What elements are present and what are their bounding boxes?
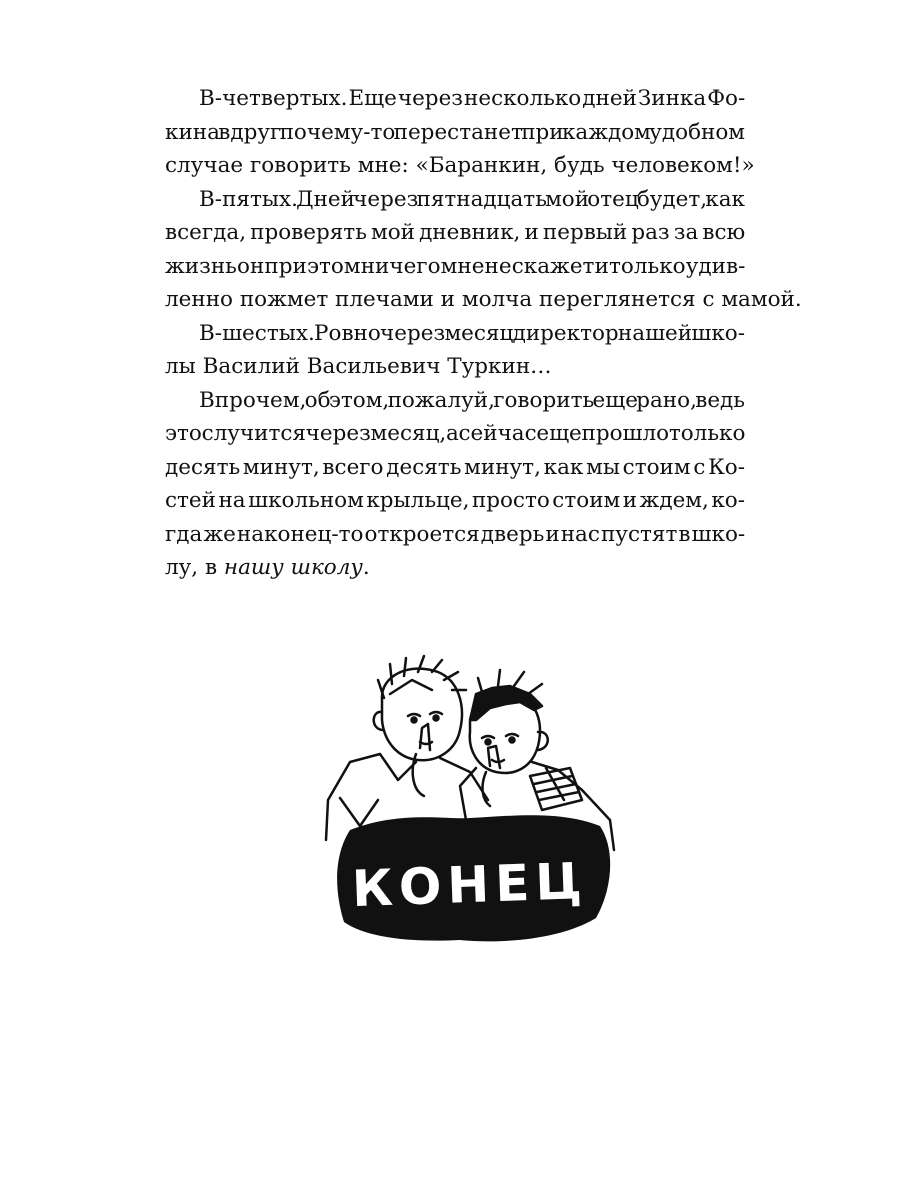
text-line-7: ленно пожмет плечами и молча переглянется с мамой. (165, 287, 802, 312)
text-line-9: лы Василий Васильевич Туркин… (165, 354, 552, 379)
text-line-1: В-четвертых. Еще через несколько дней Зинка Фо- (199, 86, 746, 111)
text-line-5: всегда, проверять мой дневник, и первый раз за всю (165, 220, 746, 245)
text-line-10: Впрочем, об этом, пожалуй, говорить еще рано, ведь (199, 387, 745, 413)
text-line-13: стей на школьном крыльце, просто стоим и ждем, ко- (165, 488, 745, 513)
end-label-layer (320, 650, 620, 960)
text-line-12: десять минут, всего десять минут, как мы стоим с Ко- (165, 454, 745, 480)
text-line-8: В-шестых. Ровно через месяц директор нашей шко- (199, 320, 745, 346)
text-line-3: случае говорить мне: «Баранкин, будь человеком!» (165, 153, 755, 178)
text-line-14: гда же наконец-то откроется дверь и нас пустят в шко- (165, 521, 746, 547)
text-line-6: жизнь он при этом ничего мне не скажет и только удив- (165, 253, 746, 279)
text-line-11: это случится через месяц, а сейчас еще прошло только (165, 421, 746, 446)
end-label: КОНЕЦ (351, 851, 589, 919)
text-line-4: В-пятых. Дней через пятнадцать мой отец будет, как (199, 186, 745, 212)
final-line-suffix: . (362, 555, 370, 580)
two-boys-illustration (320, 650, 620, 960)
text-line-15 (165, 551, 745, 585)
final-line-prefix: лу, в (165, 555, 224, 580)
story-text (165, 82, 802, 585)
final-line-italic: нашу школу (223, 555, 363, 580)
text-line-2: кина вдруг почему-то перестанет при каждом удобном (165, 119, 746, 145)
